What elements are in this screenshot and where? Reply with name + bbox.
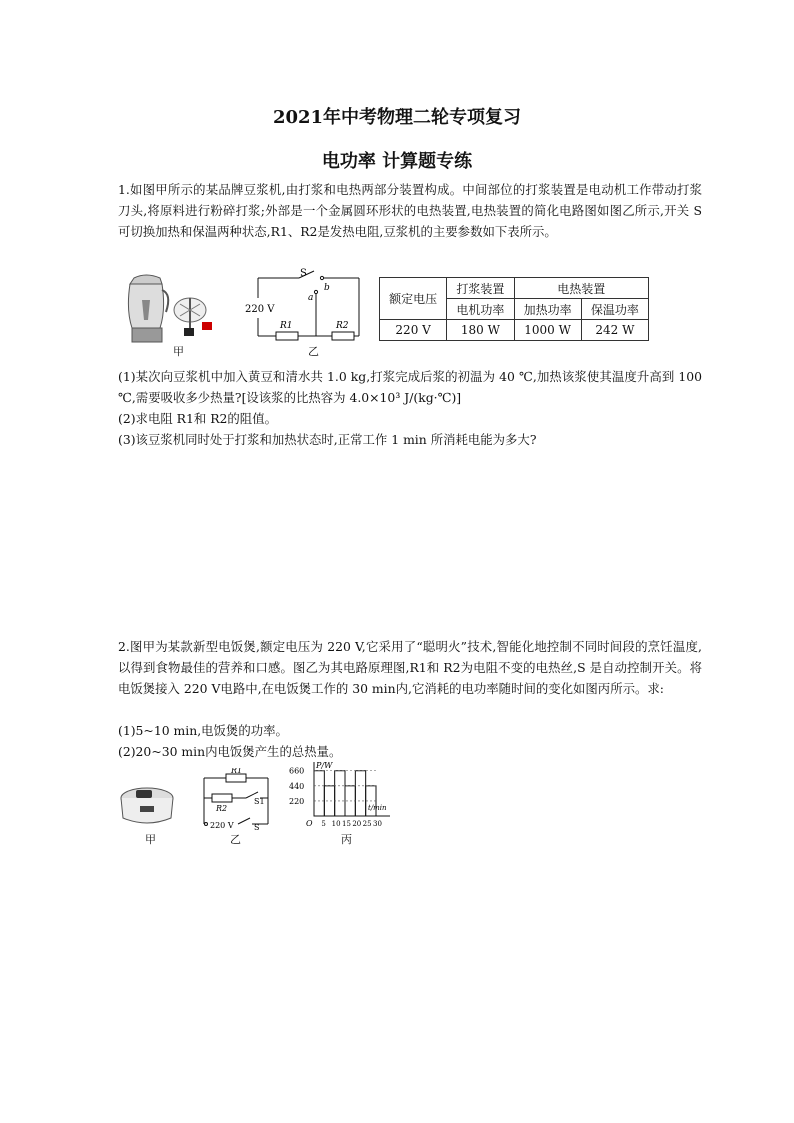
q2-sub2: (2)20~30 min内电饭煲产生的总热量。 xyxy=(118,744,342,759)
chart-origin-label: O xyxy=(306,819,313,828)
q1-figure-jia-caption: 甲 xyxy=(173,345,184,358)
q2-figure-jia-caption: 甲 xyxy=(145,833,156,846)
chart-x-tick-label: 5 xyxy=(321,820,326,828)
table-cell: 额定电压 xyxy=(380,278,447,320)
table-cell: 电热装置 xyxy=(514,278,649,299)
q1-switch-b-label: b xyxy=(324,283,330,293)
chart-step-bar xyxy=(355,771,365,816)
table-row xyxy=(380,320,649,341)
q2-figure-yi-caption: 乙 xyxy=(230,833,241,846)
table-row xyxy=(380,278,649,299)
q1-switch-a-label: a xyxy=(308,293,314,303)
q1-figure-yi-caption: 乙 xyxy=(308,345,319,358)
chart-x-tick-label: 20 xyxy=(352,820,362,828)
q2-figure-yi-circuit xyxy=(198,768,273,832)
chart-ylabel: P/W xyxy=(316,761,333,770)
table-cell: 打浆装置 xyxy=(447,278,514,299)
q1-spec-table xyxy=(379,277,649,341)
chart-x-tick-label: 10 xyxy=(331,820,341,828)
table-cell: 1000 W xyxy=(514,320,581,341)
chart-xlabel: t/min xyxy=(368,804,387,812)
q2-s1-label: S1 xyxy=(254,797,265,806)
q1-sub1: (1)某次向豆浆机中加入黄豆和清水共 1.0 kg,打浆完成后浆的初温为 40 ℃,加热该浆使其温度升高到 100 ℃,需要吸收多少热量?[设该浆的比热容为 4.0×10³ J/(kg·℃)] xyxy=(118,369,702,405)
table-cell: 电机功率 xyxy=(447,299,514,320)
q2-r2-label: R2 xyxy=(216,804,228,813)
table-cell: 保温功率 xyxy=(581,299,648,320)
chart-step-bar xyxy=(335,771,345,816)
q2-r1-label: R1 xyxy=(231,768,243,775)
q1-switch-label: S xyxy=(300,268,307,279)
q1-r2-label: R2 xyxy=(336,321,349,331)
rice-cooker-icon xyxy=(121,788,173,823)
chart-x-tick-label: 30 xyxy=(373,820,382,828)
table-cell: 180 W xyxy=(447,320,514,341)
q1-sub3: (3)该豆浆机同时处于打浆和加热状态时,正常工作 1 min 所消耗电能为多大? xyxy=(118,432,537,447)
chart-x-tick-label: 25 xyxy=(362,820,372,828)
page-subtitle: 电功率 计算题专练 xyxy=(321,151,473,172)
q2-intro: 2.图甲为某款新型电饭煲,额定电压为 220 V,它采用了“聪明火”技术,智能化地控制不同时间段的烹饪温度,以得到食物最佳的营养和口感。图乙为其电路原理图,R1和 R2为电阻不变的电热丝,S 是自动控制开关。将电饭煲接入 220 V电路中,在电饭煲工作的 30 min内,它消耗的电功率随时间的变化如图丙所示。求: xyxy=(118,639,702,696)
chart-y-tick-label: 440 xyxy=(289,781,305,791)
q1-figure-yi-circuit xyxy=(244,268,369,360)
page-title: 2021年中考物理二轮专项复习 xyxy=(272,107,522,128)
soymilk-maker-icon xyxy=(128,275,212,342)
chart-step-bar xyxy=(314,771,324,816)
q2-power-chart xyxy=(286,760,392,830)
q2-s-label: S xyxy=(254,823,260,832)
q1-voltage-label: 220 V xyxy=(245,304,275,315)
q1-intro: 1.如图甲所示的某品牌豆浆机,由打浆和电热两部分装置构成。中间部位的打浆装置是电动机工作带动打浆刀头,将原料进行粉碎打浆;外部是一个金属圆环形状的电热装置,电热装置的简化电路图如图乙所示,开关 S 可切换加热和保温两种状态,R1、R2是发热电阻,豆浆机的主要参数如下表所示。 xyxy=(118,182,702,239)
chart-y-tick-label: 660 xyxy=(289,766,305,776)
chart-step-bar xyxy=(324,786,334,816)
chart-x-tick-label: 15 xyxy=(342,820,351,828)
chart-y-tick-label: 220 xyxy=(289,796,305,806)
q2-sub1: (1)5~10 min,电饭煲的功率。 xyxy=(118,723,288,738)
q1-r1-label: R1 xyxy=(280,321,293,331)
table-cell: 220 V xyxy=(380,320,447,341)
q2-figure-bing-caption: 丙 xyxy=(341,833,352,846)
q2-voltage-label: 220 V xyxy=(210,821,234,830)
q1-sub2: (2)求电阻 R1和 R2的阻值。 xyxy=(118,411,277,426)
table-cell: 加热功率 xyxy=(514,299,581,320)
q2-figure-jia xyxy=(118,780,176,830)
table-cell: 242 W xyxy=(581,320,648,341)
